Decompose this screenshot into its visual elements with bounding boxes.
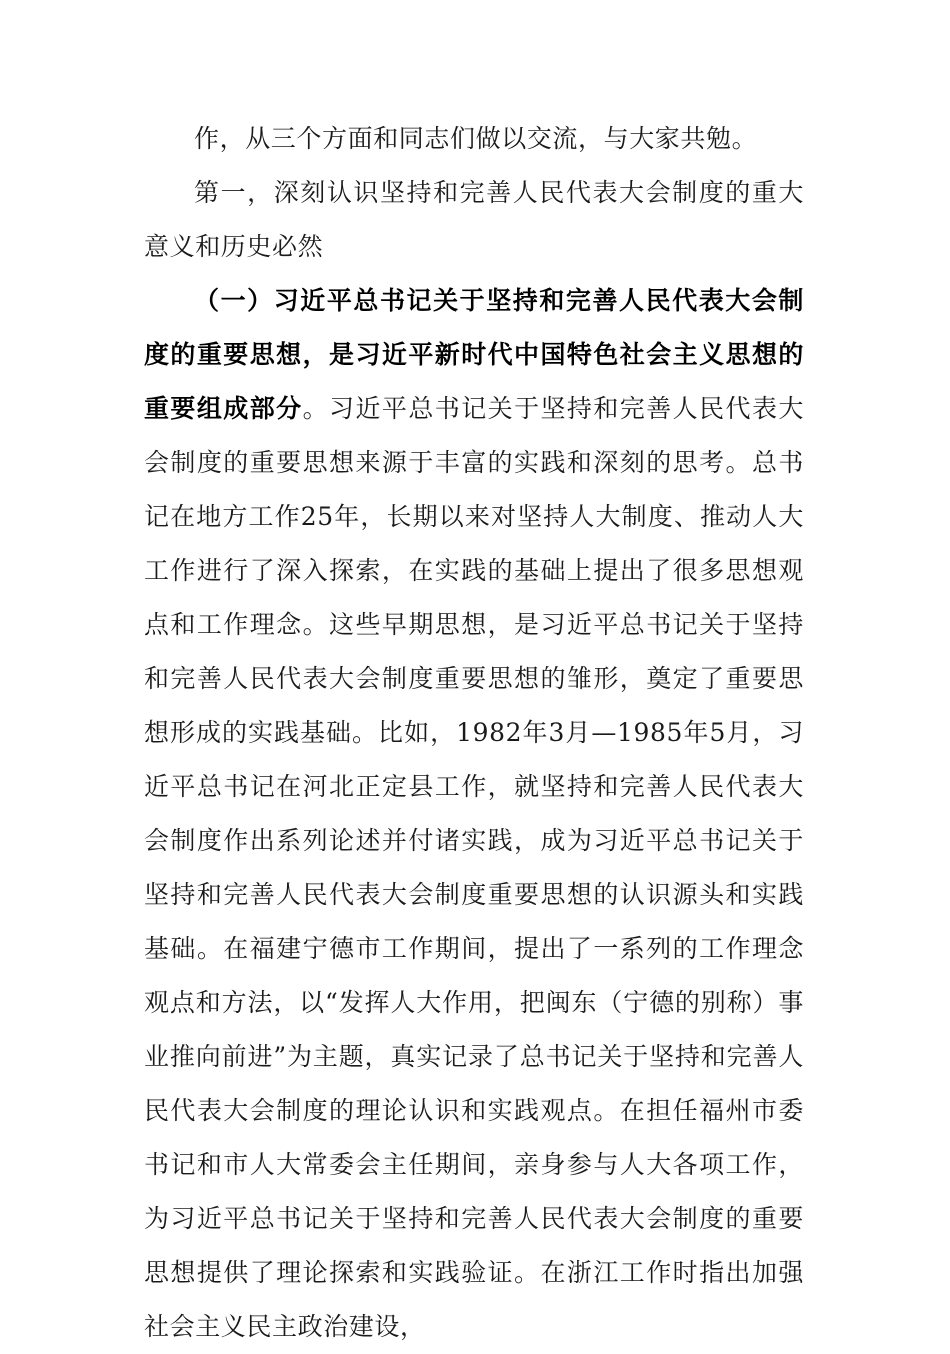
paragraph-text: 第一，深刻认识坚持和完善人民代表大会制度的重大意义和历史必然 [144, 178, 804, 261]
paragraph-text: 作，从三个方面和同志们做以交流，与大家共勉。 [194, 124, 758, 153]
document-body [144, 112, 804, 1354]
paragraph-text: 。习近平总书记关于坚持和完善人民代表大会制度的重要思想来源于丰富的实践和深刻的思考。总书记在地方工作25年，长期以来对坚持人大制度、推动人大工作进行了深入探索，在实践的基础上提出了很多思想观点和工作理念。这些早期思想，是习近平总书记关于坚持和完善人民代表大会制度重要思想的雏形，奠定了重要思想形成的实践基础。比如，1982年3月—1985年5月，习近平总书记在河北正定县工作，就坚持和完善人民代表大会制度作出系列论述并付诸实践，成为习近平总书记关于坚持和完善人民代表大会制度重要思想的认识源头和实践基础。在福建宁德市工作期间，提出了一系列的工作理念观点和方法，以“发挥人大作用，把闽东（宁德的别称）事业推向前进”为主题，真实记录了总书记关于坚持和完善人民代表大会制度的理论认识和实践观点。在担任福州市委书记和市人大常委会主任期间，亲身参与人大各项工作，为习近平总书记关于坚持和完善人民代表大会制度的重要思想提供了理论探索和实践验证。在浙江工作时指出加强社会主义民主政治建设， [144, 394, 804, 1341]
subsection-heading: （一）习近平总书记关于坚持和完善人民代表大会制度的重要思想，是习近平新时代中国特色社会主义思想的重要组成部分 [144, 286, 804, 423]
paragraph-intro-closing [144, 112, 804, 166]
paragraph-section-one-title [144, 166, 804, 274]
paragraph-subsection-one [144, 274, 804, 1354]
